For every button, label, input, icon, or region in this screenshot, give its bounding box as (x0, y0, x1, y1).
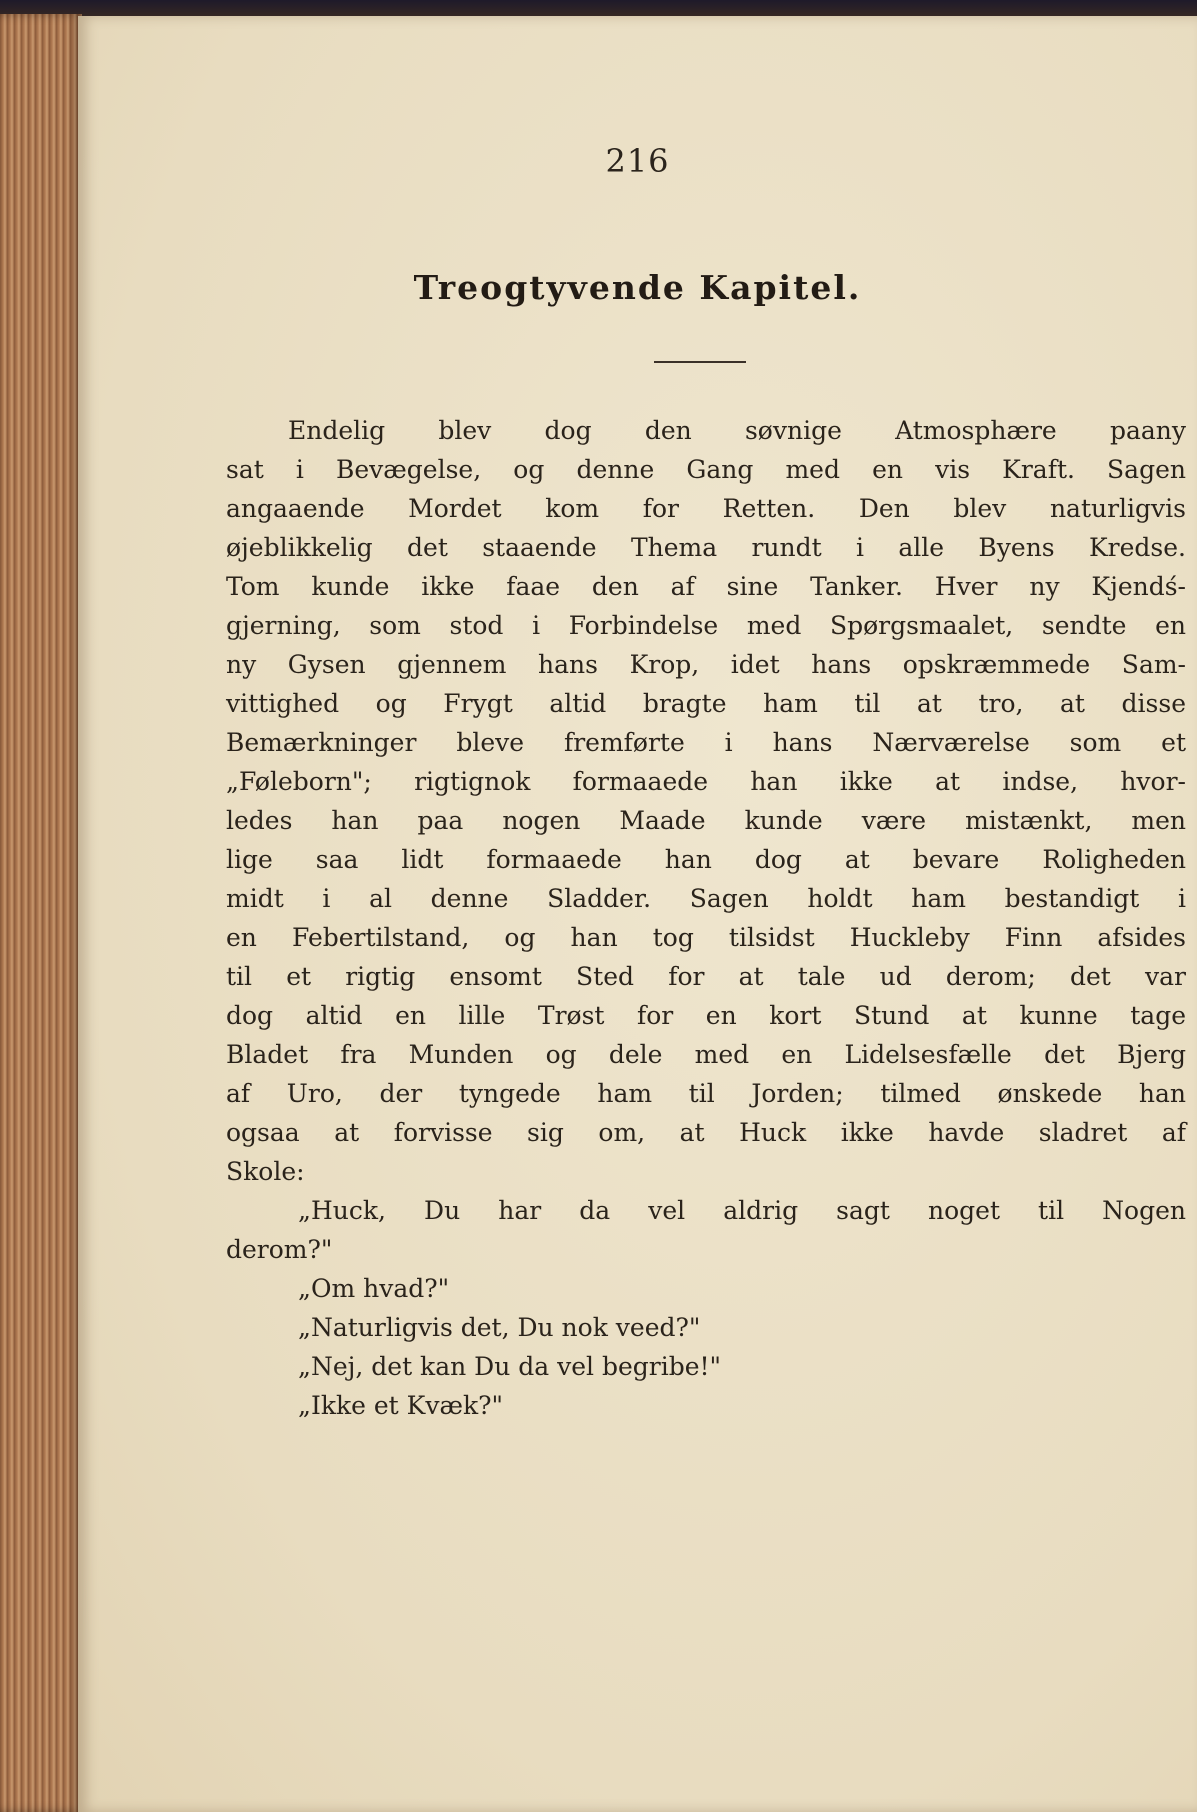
book-page (78, 16, 1197, 1812)
dialogue-line: „Nej, det kan Du da vel begribe!" (298, 1352, 722, 1381)
text-line: Skole: (226, 1157, 305, 1186)
text-line: vittighed og Frygt altid bragte ham til at tro, at disse (226, 689, 1186, 718)
text-line: gjerning, som stod i Forbindelse med Spørgsmaalet, sendte en (226, 611, 1186, 640)
page-stack-edge (0, 14, 82, 1812)
body-text (226, 411, 1186, 1425)
dialogue-line: „Ikke et Kvæk?" (298, 1391, 504, 1420)
text-line: angaaende Mordet kom for Retten. Den blev naturligvis (226, 494, 1186, 523)
text-line: øjeblikkelig det staaende Thema rundt i alle Byens Kredse. (226, 533, 1186, 562)
text-line: Tom kunde ikke faae den af sine Tanker. Hver ny Kjendś- (226, 572, 1186, 601)
text-line: sat i Bevægelse, og denne Gang med en vis Kraft. Sagen (226, 455, 1186, 484)
dialogue-line: „Huck, Du har da vel aldrig sagt noget til Nogen (298, 1196, 1186, 1225)
dialogue-line: derom?" (226, 1235, 333, 1264)
text-line: en Febertilstand, og han tog tilsidst Huckleby Finn afsides (226, 923, 1186, 952)
text-line: Bladet fra Munden og dele med en Lidelsesfælle det Bjerg (226, 1040, 1186, 1069)
page-number: 216 (605, 142, 670, 180)
text-line: ledes han paa nogen Maade kunde være mistænkt, men (226, 806, 1186, 835)
text-line: lige saa lidt formaaede han dog at bevare Roligheden (226, 845, 1186, 874)
text-line: dog altid en lille Trøst for en kort Stund at kunne tage (226, 1001, 1186, 1030)
text-line: af Uro, der tyngede ham til Jorden; tilmed ønskede han (226, 1079, 1186, 1108)
text-line: ny Gysen gjennem hans Krop, idet hans opskræmmede Sam- (226, 650, 1186, 679)
text-line: ogsaa at forvisse sig om, at Huck ikke havde sladret af (226, 1118, 1186, 1147)
text-line: Bemærkninger bleve fremførte i hans Nærværelse som et (226, 728, 1186, 757)
chapter-title: Treogtyvende Kapitel. (413, 268, 862, 307)
text-line: Endelig blev dog den søvnige Atmosphære paany (288, 416, 1186, 445)
text-line: „Føleborn"; rigtignok formaaede han ikke at indse, hvor- (226, 767, 1186, 796)
text-line: midt i al denne Sladder. Sagen holdt ham bestandigt i (226, 884, 1186, 913)
text-line: til et rigtig ensomt Sted for at tale ud derom; det var (226, 962, 1186, 991)
dialogue-line: „Naturligvis det, Du nok veed?" (298, 1313, 701, 1342)
title-divider (654, 361, 746, 363)
dialogue-line: „Om hvad?" (298, 1274, 450, 1303)
